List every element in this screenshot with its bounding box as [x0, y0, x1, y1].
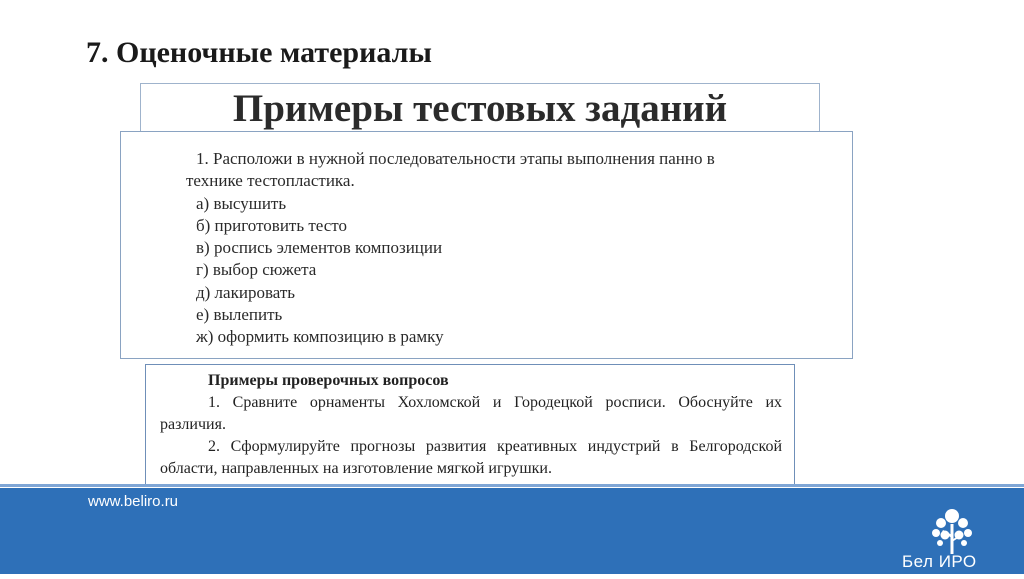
banner-title: Примеры тестовых заданий [232, 87, 728, 130]
task-option: г) выбор сюжета [196, 260, 317, 280]
task-question-line1: 1. Расположи в нужной последовательности этапы выполнения панно в [196, 149, 715, 168]
website-link[interactable]: www.beliro.ru [88, 493, 179, 510]
footer-divider [0, 484, 1024, 487]
task-box [120, 131, 853, 359]
footer-bar [0, 488, 1024, 574]
task-option: ж) оформить композицию в рамку [196, 327, 444, 347]
section-banner [140, 83, 820, 135]
task-text [186, 148, 826, 349]
beliro-logo [902, 508, 1002, 574]
question-item: 2. Сформулируйте прогнозы развития креативных индустрий в Белгородской области, направленных на изготовление мягкой игрушки. [160, 438, 782, 477]
questions-text [160, 370, 782, 480]
questions-heading: Примеры проверочных вопросов [208, 372, 449, 389]
task-option: б) приготовить тесто [196, 215, 347, 235]
question-item: 1. Сравните орнаменты Хохломской и Городецкой росписи. Обоснуйте их различия. [160, 394, 782, 433]
task-option: е) вылепить [196, 305, 283, 325]
task-option: д) лакировать [196, 282, 296, 302]
task-option: а) высушить [196, 193, 287, 213]
logo-text: Бел ИРО [902, 552, 977, 571]
slide-title: 7. Оценочные материалы [86, 36, 432, 69]
questions-box [145, 364, 795, 486]
task-question-line2: технике тестопластика. [186, 171, 355, 191]
task-option: в) роспись элементов композиции [196, 238, 443, 258]
